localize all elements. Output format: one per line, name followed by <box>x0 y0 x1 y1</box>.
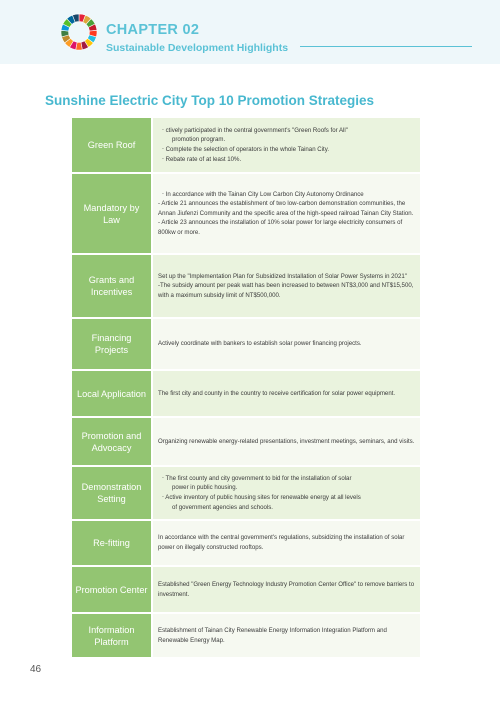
description-line: ‧ Rebate rate of at least 10%. <box>162 155 242 163</box>
strategy-description <box>153 418 420 465</box>
description-line: ‧ The first county and city government to bid for the installation of solar <box>162 474 352 482</box>
strategy-description <box>153 255 420 317</box>
page-number: 46 <box>30 664 42 675</box>
strategy-label: Information Platform <box>72 614 151 657</box>
chapter-subtitle: Sustainable Development Highlights <box>106 42 289 54</box>
strategy-label: Demonstration Setting <box>72 467 151 519</box>
strategy-label: Mandatory by Law <box>72 174 151 253</box>
strategy-description <box>153 467 420 519</box>
strategy-label: Local Application <box>72 371 151 416</box>
strategy-description <box>153 371 420 416</box>
strategy-row <box>72 567 420 614</box>
strategy-description <box>153 614 420 657</box>
description-line: In accordance with the central government's regulations, subsidizing the installation of solar power on illegally constructed rooftops. <box>158 534 405 551</box>
chapter-header <box>0 0 500 64</box>
description-line: Actively coordinate with bankers to establish solar power financing projects. <box>158 340 362 348</box>
strategy-description <box>153 118 420 172</box>
strategy-description <box>153 174 420 253</box>
description-line: - Article 23 announces the installation of 10% solar power for large electricity consumers of 800kw or more. <box>158 219 403 236</box>
description-line: ‧ Complete the selection of operators in the whole Tainan City. <box>162 146 330 153</box>
description-line: Establishment of Tainan City Renewable Energy Information Integration Platform and Renewable Energy Map. <box>158 626 387 644</box>
strategy-row <box>72 614 420 659</box>
strategy-row <box>72 319 420 371</box>
page-title: Sunshine Electric City Top 10 Promotion Strategies <box>45 93 375 108</box>
strategy-label: Green Roof <box>72 118 151 172</box>
strategy-label: Re-fitting <box>72 521 151 565</box>
description-line: power in public housing. <box>172 484 238 492</box>
description-line: promotion program. <box>172 136 226 144</box>
description-line: ‧ Active inventory of public housing sites for renewable energy at all levels <box>162 494 361 501</box>
description-line: of government agencies and schools. <box>172 503 273 511</box>
description-line: Established "Green Energy Technology Industry Promotion Center Office" to remove barriers to investment. <box>158 580 415 598</box>
strategy-label: Promotion Center <box>72 567 151 612</box>
chapter-number: CHAPTER 02 <box>106 22 200 38</box>
description-line: ‧ ctively participated in the central government's "Green Roofs for All" <box>162 126 348 134</box>
sdg-wheel-icon <box>60 13 98 51</box>
strategy-description <box>153 319 420 369</box>
description-line: Organizing renewable energy-related presentations, investment meetings, seminars, and visits. <box>158 437 415 445</box>
strategy-row <box>72 174 420 255</box>
strategy-description <box>153 567 420 612</box>
description-line: Set up the "Implementation Plan for Subsidized Installation of Solar Power Systems in 2021" <box>158 272 407 280</box>
description-line: -The subsidy amount per peak watt has been increased to between NT$3,000 and NT$15,500, with a maximum subsidy limit of NT$500,000. <box>158 282 414 299</box>
strategy-label: Financing Projects <box>72 319 151 369</box>
strategy-row <box>72 521 420 567</box>
strategy-row <box>72 255 420 319</box>
strategy-row <box>72 118 420 174</box>
strategy-description <box>153 521 420 565</box>
strategy-row <box>72 371 420 418</box>
strategy-row <box>72 418 420 467</box>
description-line: ‧ In accordance with the Tainan City Low Carbon City Autonomy Ordinance <box>162 190 364 198</box>
description-line: - Article 21 announces the establishment of two low-carbon demonstration communities, the Annan Jiufenzi Community and the specific area of the high-speed railroad Tainan City Station. <box>158 200 414 217</box>
strategy-label: Promotion and Advocacy <box>72 418 151 465</box>
description-line: The first city and county in the country to receive certification for solar power equipment. <box>158 389 396 397</box>
strategy-label: Grants and Incentives <box>72 255 151 317</box>
strategy-table <box>72 118 420 659</box>
strategy-row <box>72 467 420 521</box>
header-divider <box>300 46 472 47</box>
